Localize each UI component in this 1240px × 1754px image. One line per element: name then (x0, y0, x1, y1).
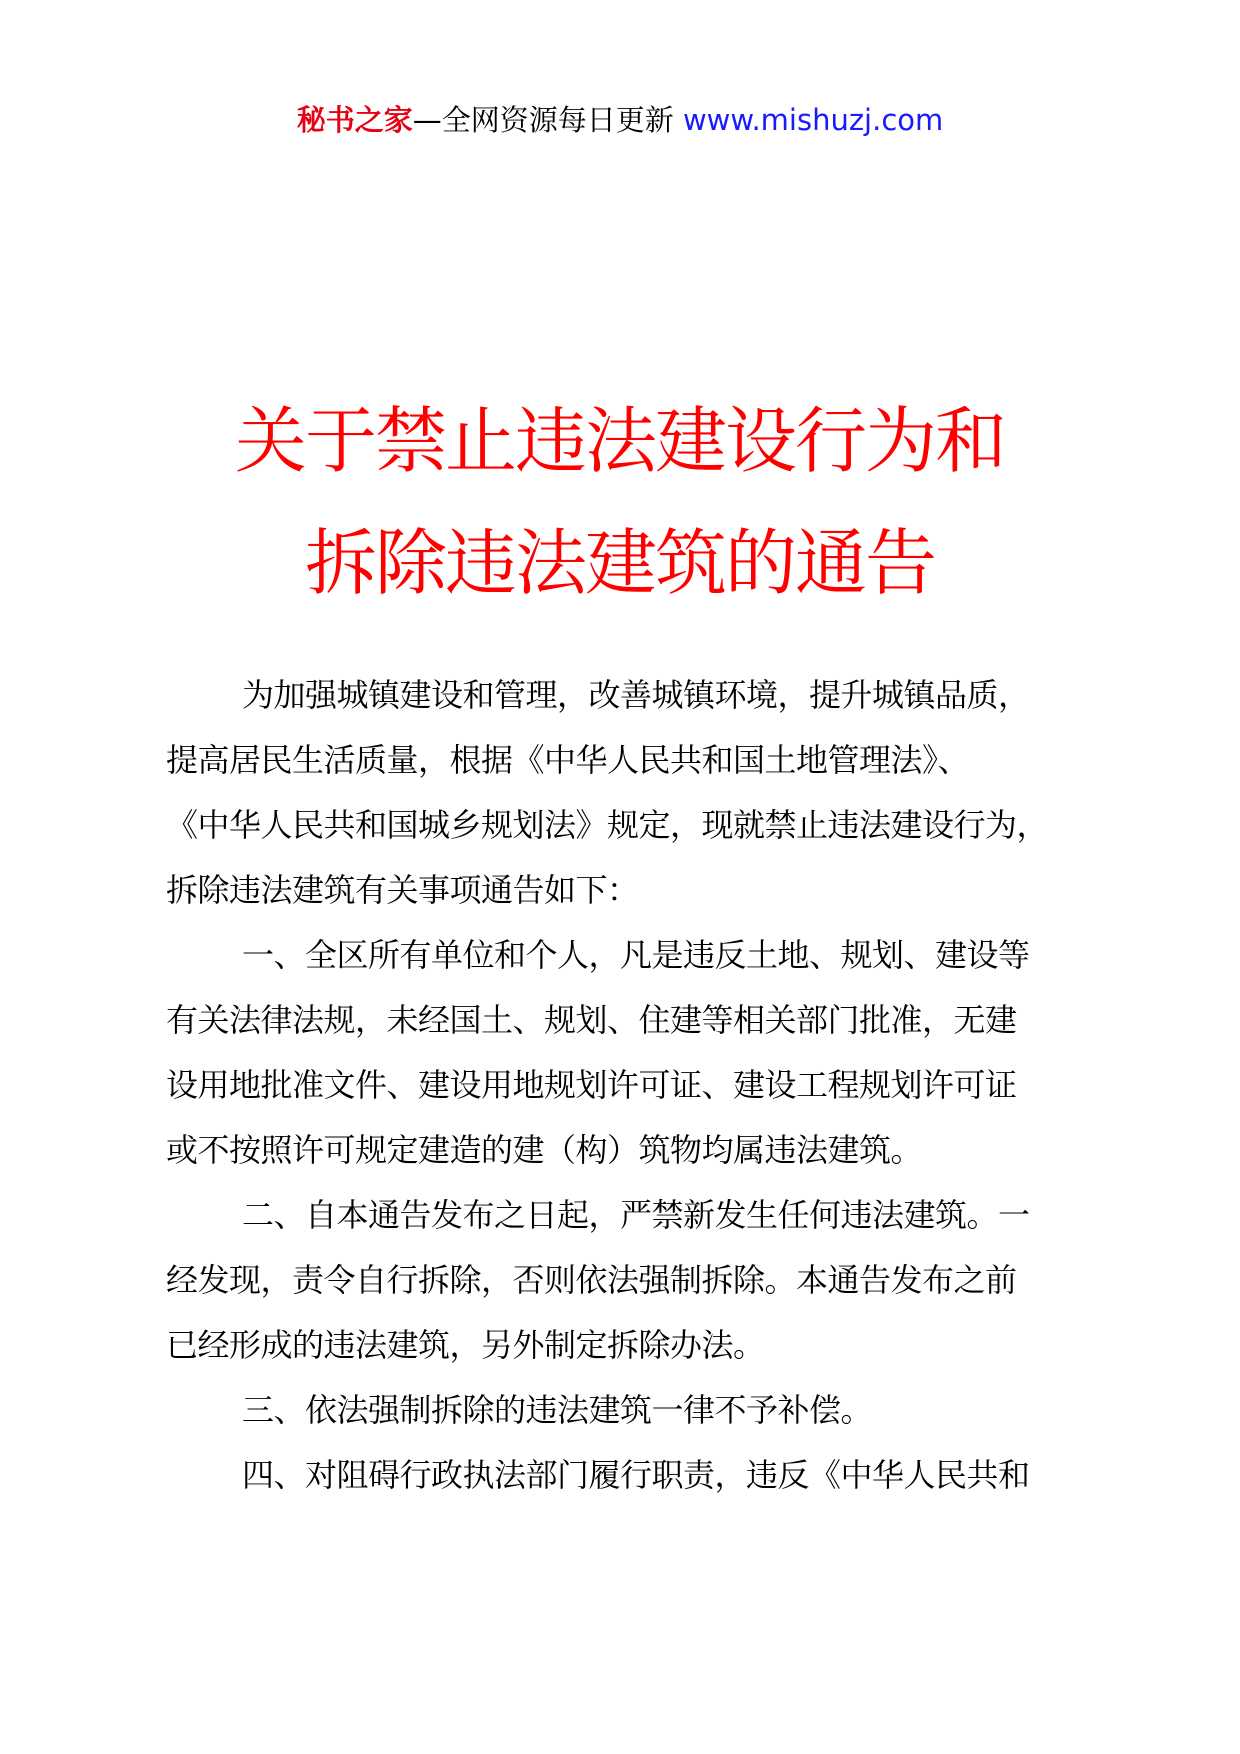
body-line: 有关法律法规，未经国土、规划、住建等相关部门批准，无建 (166, 1001, 1017, 1039)
document-body (166, 663, 1096, 1508)
document-title (0, 380, 1240, 624)
body-line: 二、自本通告发布之日起，严禁新发生任何违法建筑。一 (242, 1196, 1030, 1234)
site-header (0, 100, 1240, 140)
body-line: 已经形成的违法建筑，另外制定拆除办法。 (166, 1326, 765, 1364)
site-url-link[interactable]: www.mishuzj.com (682, 103, 944, 137)
body-line: 设用地批准文件、建设用地规划许可证、建设工程规划许可证 (166, 1066, 1017, 1104)
title-line-1: 关于禁止违法建设行为和 (234, 399, 1005, 483)
paragraph-item-2 (166, 1183, 1096, 1378)
body-line: 一、全区所有单位和个人，凡是违反土地、规划、建设等 (242, 936, 1030, 974)
body-line: 经发现，责令自行拆除，否则依法强制拆除。本通告发布之前 (166, 1261, 1017, 1299)
site-brand: 秘书之家 (296, 103, 413, 137)
body-line: 《中华人民共和国城乡规划法》规定，现就禁止违法建设行为， (166, 806, 1049, 844)
body-line: 四、对阻碍行政执法部门履行职责，违反《中华人民共和 (242, 1456, 1030, 1494)
paragraph-intro (166, 663, 1096, 923)
body-line: 为加强城镇建设和管理，改善城镇环境，提升城镇品质， (242, 676, 1030, 714)
paragraph-item-1 (166, 923, 1096, 1183)
body-line: 三、依法强制拆除的违法建筑一律不予补偿。 (242, 1391, 873, 1429)
body-line: 拆除违法建筑有关事项通告如下： (166, 871, 639, 909)
site-tagline: —全网资源每日更新 (412, 103, 674, 137)
title-line-2: 拆除违法建筑的通告 (304, 521, 935, 605)
paragraph-item-3 (166, 1378, 1096, 1443)
body-line: 或不按照许可规定建造的建（构）筑物均属违法建筑。 (166, 1131, 923, 1169)
body-line: 提高居民生活质量，根据《中华人民共和国土地管理法》、 (166, 741, 970, 779)
paragraph-item-4 (166, 1443, 1096, 1508)
